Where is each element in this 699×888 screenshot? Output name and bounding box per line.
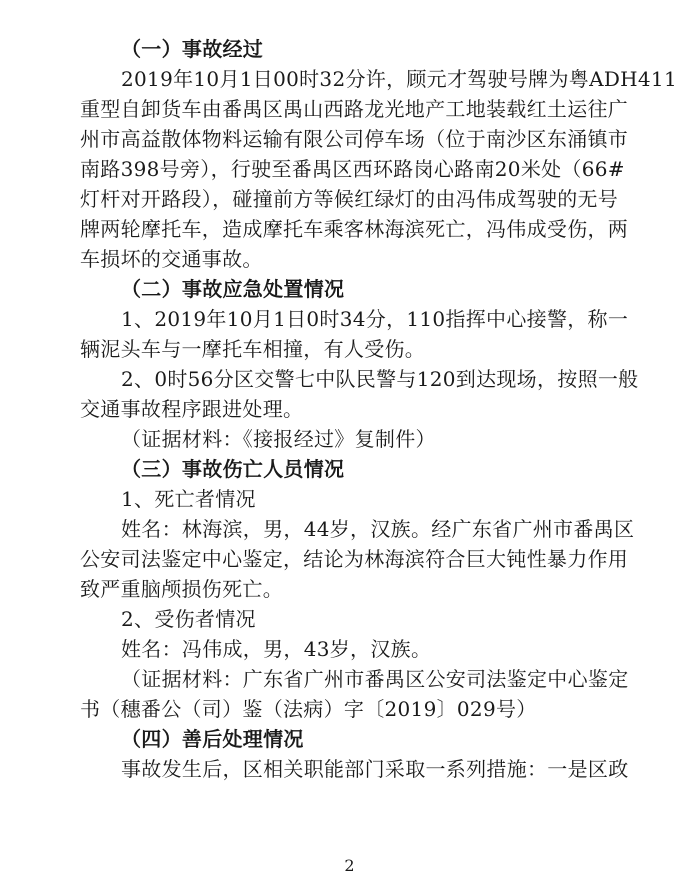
paragraph-line: 姓名：林海滨，男，44岁，汉族。经广东省广州市番禺区 [121,517,635,541]
section-heading: （三）事故伤亡人员情况 [121,457,345,481]
paragraph-line: 姓名：冯伟成，男，43岁，汉族。 [121,637,432,661]
paragraph-line: 重型自卸货车由番禺区禺山西路龙光地产工地装载红土运往广 [80,97,629,121]
paragraph-line: 公安司法鉴定中心鉴定，结论为林海滨符合巨大钝性暴力作用 [80,547,629,571]
paragraph-line: 2、0时56分区交警七中队民警与120到达现场，按照一般 [121,367,639,391]
subheading-line: 2、受伤者情况 [121,607,256,631]
paragraph-line: 事故发生后，区相关职能部门采取一系列措施：一是区政 [121,757,629,781]
section-heading: （二）事故应急处置情况 [121,277,345,301]
evidence-note: （证据材料：广东省广州市番禺区公安司法鉴定中心鉴定 [121,667,629,691]
paragraph-line: 1、2019年10月1日0时34分，110指挥中心接警，称一 [121,307,629,331]
paragraph-line: 灯杆对开路段），碰撞前方等候红绿灯的由冯伟成驾驶的无号 [80,187,619,211]
subheading-line: 1、死亡者情况 [121,487,256,511]
paragraph-line: 2019年10月1日00时32分许，顾元才驾驶号牌为粤ADH411 [121,67,677,91]
page-number: 2 [344,856,355,875]
paragraph-line: 州市高益散体物料运输有限公司停车场（位于南沙区东涌镇市 [80,127,629,151]
paragraph-line: 致严重脑颅损伤死亡。 [80,577,283,601]
paragraph-line: 交通事故程序跟进处理。 [80,397,304,421]
section-heading: （四）善后处理情况 [121,727,304,751]
paragraph-line: 南路398号旁），行驶至番禺区西环路岗心路南20米处（66# [80,157,625,181]
evidence-note: 书（穗番公（司）鉴（法病）字〔2019〕029号） [80,697,537,721]
paragraph-line: 辆泥头车与一摩托车相撞，有人受伤。 [80,337,426,361]
evidence-note: （证据材料：《接报经过》复制件） [121,427,436,451]
paragraph-line: 车损坏的交通事故。 [80,247,263,271]
paragraph-line: 牌两轮摩托车，造成摩托车乘客林海滨死亡，冯伟成受伤，两 [80,217,629,241]
section-heading: （一）事故经过 [121,37,264,61]
